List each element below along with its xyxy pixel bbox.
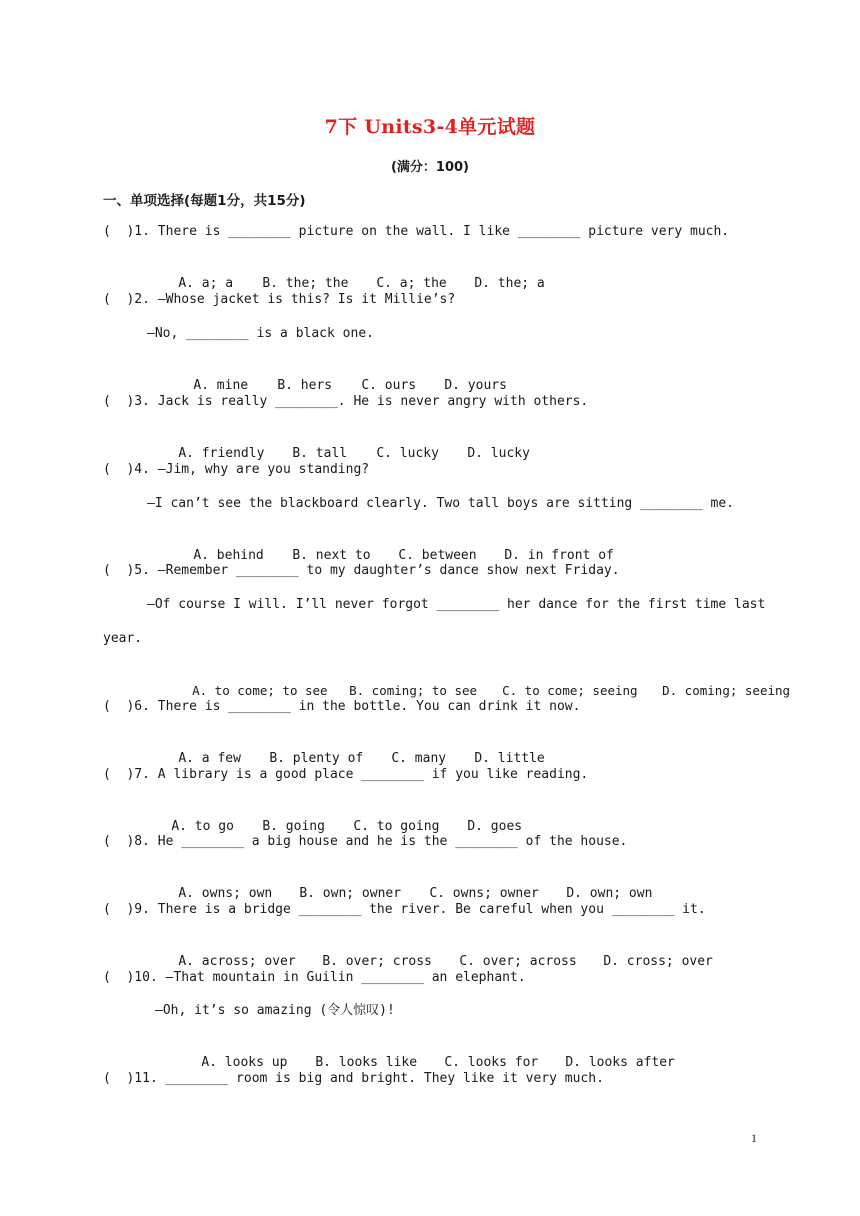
document-title: 7下 Units3-4单元试题 (324, 116, 536, 138)
option-b: B. tall (292, 446, 348, 461)
option-c: C. over; across (459, 954, 577, 969)
option-b: B. own; owner (299, 886, 402, 901)
option-c: C. owns; owner (429, 886, 539, 901)
score-subtitle: (满分：100) (390, 160, 470, 175)
option-a: A. friendly (178, 446, 265, 461)
option-a: A. to come; to see (192, 683, 328, 698)
option-b: B. hers (277, 378, 333, 393)
option-d: D. in front of (504, 548, 614, 563)
option-d: D. looks after (565, 1055, 675, 1070)
option-d: D. yours (444, 378, 507, 393)
option-c: C. looks for (444, 1055, 539, 1070)
page-number: 1 (751, 1131, 757, 1145)
option-c: C. ours (361, 378, 417, 393)
question-4-reply: —I can’t see the blackboard clearly. Two tall boys are sitting ________ me. (147, 496, 734, 511)
question-5-reply-continued: year. (103, 631, 143, 646)
option-c: C. many (391, 751, 447, 766)
option-b: B. over; cross (322, 954, 432, 969)
option-d: D. cross; over (603, 954, 713, 969)
question-5: ( )5. —Remember ________ to my daughter’s dance show next Friday. (103, 563, 620, 578)
option-d: D. the; a (474, 276, 545, 291)
option-d: D. coming; seeing (662, 683, 791, 698)
option-d: D. little (474, 751, 545, 766)
option-b: B. looks like (315, 1055, 418, 1070)
question-10-reply: —Oh, it’s so amazing (令人惊叹)! (155, 1003, 395, 1018)
option-c: C. a; the (376, 276, 447, 291)
option-c: C. to come; seeing (502, 683, 638, 698)
option-c: C. to going (353, 819, 440, 834)
option-a: A. looks up (201, 1055, 288, 1070)
option-c: C. lucky (376, 446, 439, 461)
option-a: A. behind (193, 548, 264, 563)
question-10: ( )10. —That mountain in Guilin ________ an elephant. (103, 970, 526, 985)
option-a: A. mine (193, 378, 249, 393)
question-6: ( )6. There is ________ in the bottle. You can drink it now. (103, 699, 581, 714)
option-a: A. owns; own (178, 886, 273, 901)
question-11: ( )11. ________ room is big and bright. They like it very much. (103, 1071, 604, 1086)
option-a: A. a few (178, 751, 241, 766)
question-7: ( )7. A library is a good place ________ if you like reading. (103, 767, 589, 782)
option-b: B. going (262, 819, 325, 834)
section-heading: 一、单项选择(每题1分，共15分) (103, 193, 306, 209)
option-d: D. own; own (566, 886, 653, 901)
question-2: ( )2. —Whose jacket is this? Is it Millie’s? (103, 292, 456, 307)
option-b: B. coming; to see (349, 683, 478, 698)
question-4: ( )4. —Jim, why are you standing? (103, 462, 370, 477)
option-c: C. between (398, 548, 477, 563)
option-a: A. to go (171, 819, 234, 834)
option-a: A. a; a (178, 276, 234, 291)
option-a: A. across; over (178, 954, 296, 969)
option-d: D. goes (467, 819, 523, 834)
question-2-reply: —No, ________ is a black one. (147, 326, 374, 341)
option-b: B. the; the (262, 276, 349, 291)
question-3: ( )3. Jack is really ________. He is never angry with others. (103, 394, 589, 409)
question-8: ( )8. He ________ a big house and he is the ________ of the house. (103, 834, 628, 849)
option-b: B. plenty of (269, 751, 364, 766)
option-d: D. lucky (467, 446, 530, 461)
question-5-reply: —Of course I will. I’ll never forgot ________ her dance for the first time last (147, 597, 766, 612)
question-9: ( )9. There is a bridge ________ the river. Be careful when you ________ it. (103, 902, 706, 917)
question-1: ( )1. There is ________ picture on the wall. I like ________ picture very much. (103, 224, 730, 239)
option-b: B. next to (292, 548, 371, 563)
